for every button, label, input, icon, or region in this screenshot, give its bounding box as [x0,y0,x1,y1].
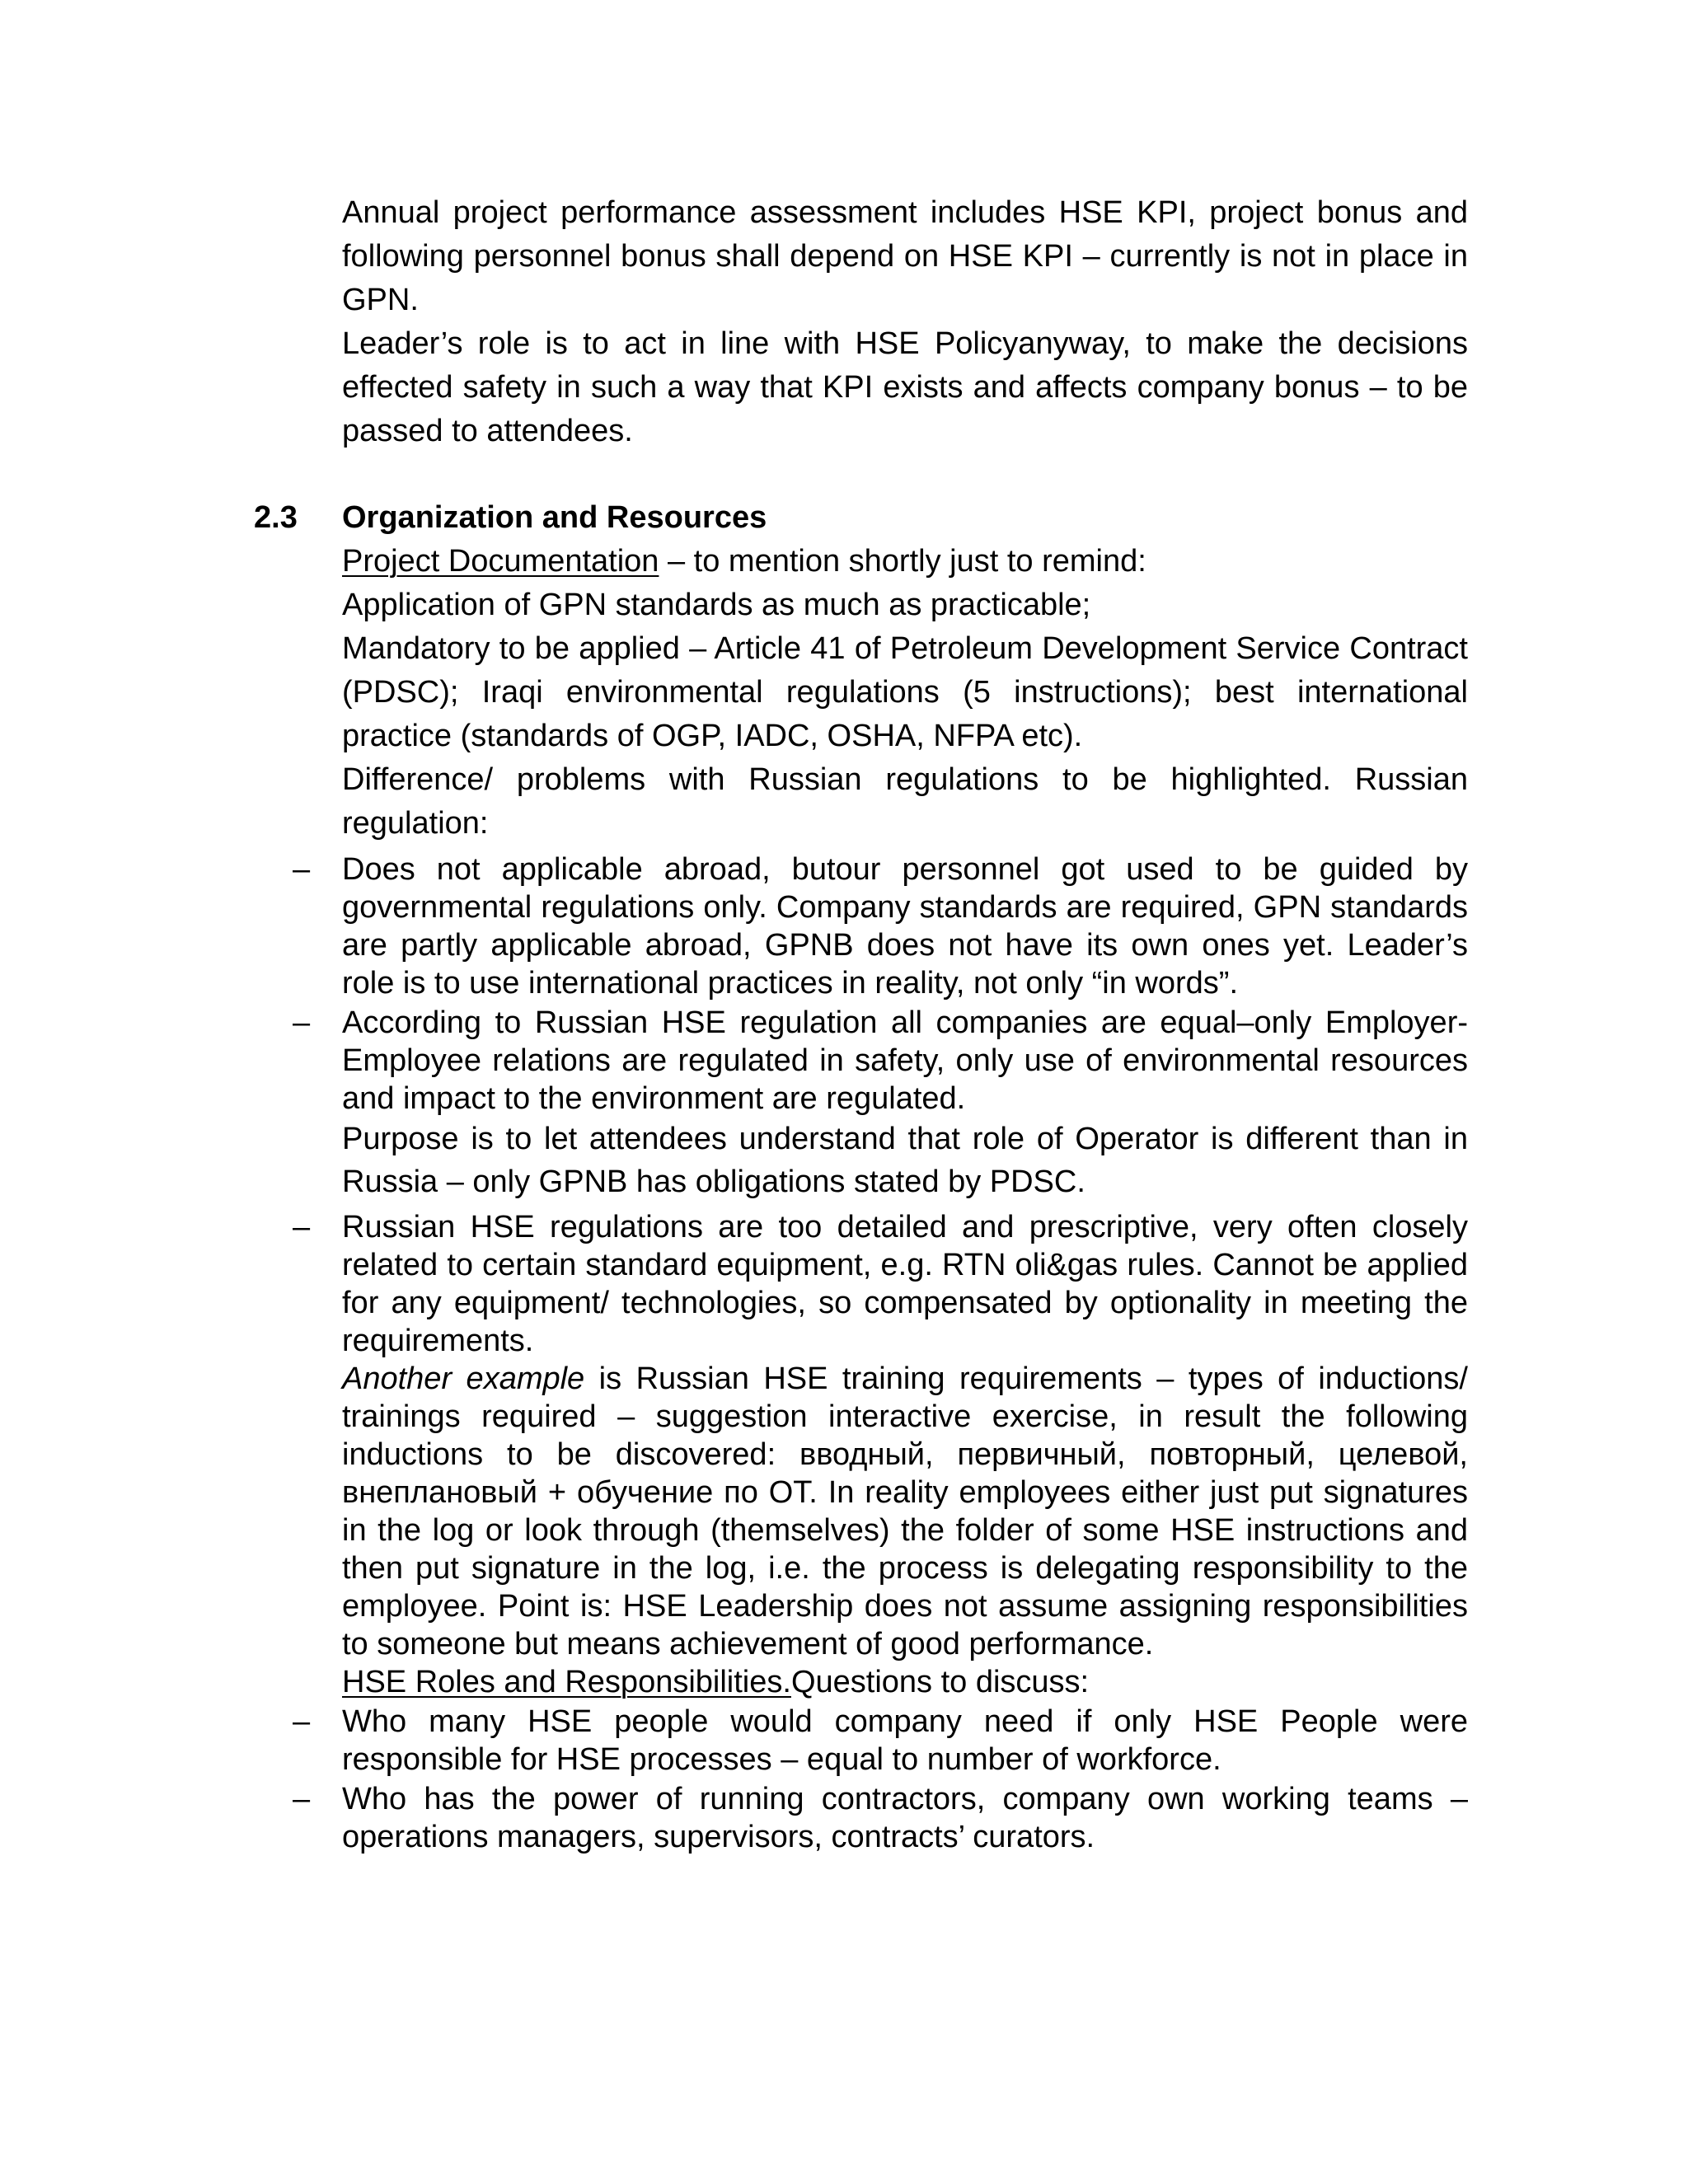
list-item-text: According to Russian HSE regulation all companies are equal–only Employer-Employee relations are regulated in safety, only use of environmental resources and impact to the environment are regulated. [342,1005,1468,1116]
section-title: Organization and Resources [342,500,767,535]
section-number: 2.3 [254,500,298,535]
list-item [293,1703,1468,1779]
another-example-paragraph [342,1360,1468,1663]
bullet-dash: – [293,1704,311,1739]
list-item-text: Russian HSE regulations are too detailed and prescriptive, very often closely related to certain standard equipment, e.g. RTN oli&gas rules. Cannot be applied for any equipment/ technologies, so compensated by optionality in meeting the requirements. [342,1210,1468,1358]
bullet-dash: – [293,1210,311,1244]
bullet-dash: – [293,1782,311,1816]
list-item [293,1004,1468,1118]
list-item-text: Does not applicable abroad, butour personnel got used to be guided by governmental regulations only. Company standards are required, GPN standards are partly applicable abroad, GPNB does not have its own ones yet. Leader’s role is to use international practices in reality, not only “in words”. [342,852,1468,1001]
section-heading [254,496,1468,540]
mandatory-line: Mandatory to be applied – Article 41 of Petroleum Development Service Contract (PDSC); Iraqi environmental regulations (5 instructions); best international practice (standards of OGP, IADC, OSHA, NFPA etc). [342,631,1468,753]
bullet-dash: – [293,1005,311,1040]
list-item [293,1208,1468,1360]
purpose-paragraph: Purpose is to let attendees understand that role of Operator is different than in Russia – only GPNB has obligations stated by PDSC. [342,1122,1468,1199]
paragraph-kpi: Annual project performance assessment includes HSE KPI, project bonus and following personnel bonus shall depend on HSE KPI – currently is not in place in GPN. [342,195,1468,317]
project-documentation-tail: – to mention shortly just to remind: [659,544,1146,579]
roles-tail: Questions to discuss: [790,1665,1090,1699]
list-item [293,851,1468,1002]
roles-label: HSE Roles and Responsibilities. [342,1665,791,1699]
another-example-text: is Russian HSE training requirements – types of inductions/ trainings required – suggestion interactive exercise, in result the following inductions to be discovered: вводный, первичный, повторный, целевой, внеплановый + обучение по ОТ. In reality employees either just put signatures in the log or look through (themselves) the folder of some HSE instructions and then put signature in the log, i.e. the process is delegating responsibility to the employee. Point is: HSE Leadership does not assume assigning responsibilities to someone but means achievement of good performance. [342,1361,1468,1661]
another-example-lead: Another example [342,1361,585,1396]
gpn-standards-line: Application of GPN standards as much as practicable; [342,588,1091,622]
list-item [293,1780,1468,1856]
difference-line: Difference/ problems with Russian regulations to be highlighted. Russian regulation: [342,762,1468,841]
list-item-text: Who many HSE people would company need if only HSE People were responsible for HSE processes – equal to number of workforce. [342,1704,1468,1777]
paragraph-leader-role: Leader’s role is to act in line with HSE Policyanyway, to make the decisions effected safety in such a way that KPI exists and affects company bonus – to be passed to attendees. [342,326,1468,448]
roles-line [342,1663,1468,1701]
project-documentation-label: Project Documentation [342,544,659,579]
bullet-dash: – [293,852,311,887]
list-item-text: Who has the power of running contractors, company own working teams – operations managers, supervisors, contracts’ curators. [342,1782,1468,1854]
project-documentation-line [342,540,1468,583]
page-content [254,191,1468,1856]
